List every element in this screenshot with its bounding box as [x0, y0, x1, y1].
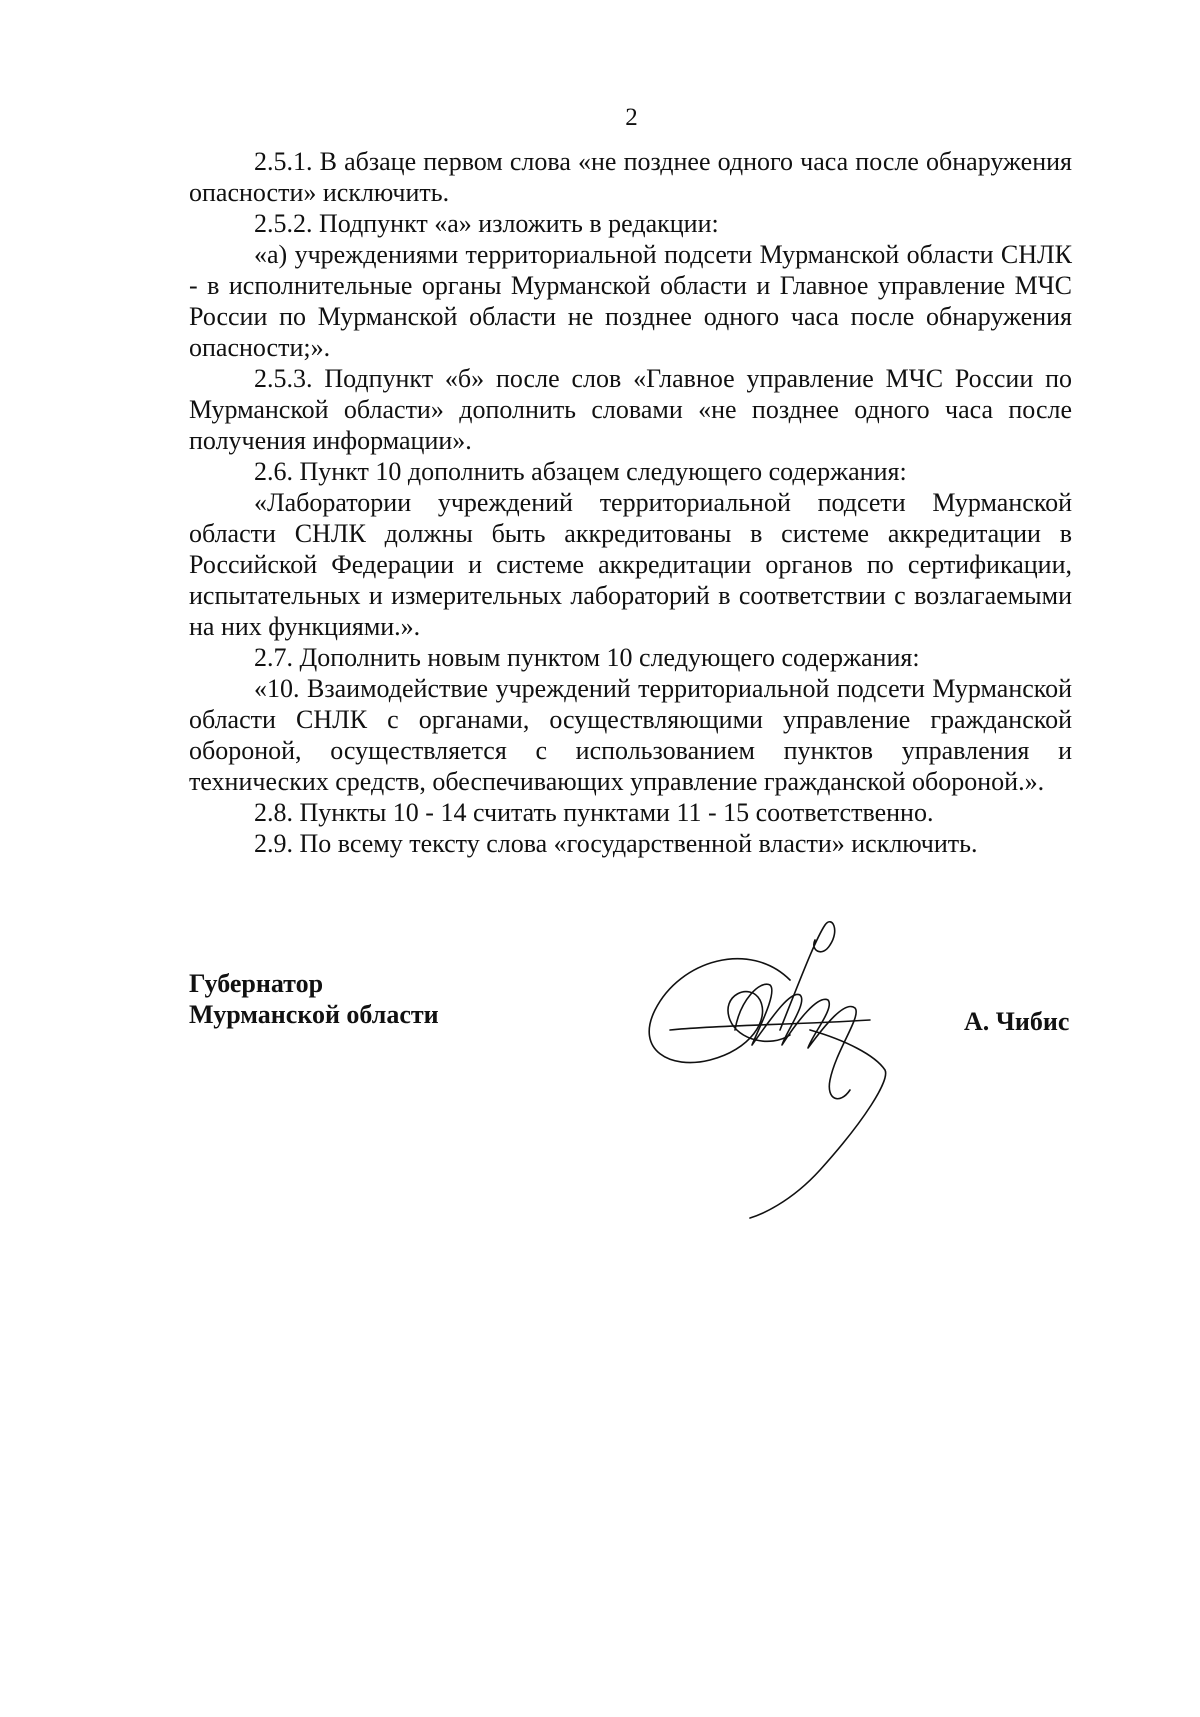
page-number: 2 — [625, 104, 638, 131]
paragraph-2-6-text: «Лаборатории учреждений территориальной подсети Мурманской области СНЛК должны быть аккредитованы в системе аккредитации в Российской Федерации и системе аккредитации органов по сертификации, испытательных и измерительных лабораторий в соответствии с возлагаемыми на них функциями.». — [189, 488, 1072, 641]
handwritten-signature — [640, 920, 930, 1220]
signatory-position — [189, 968, 439, 1030]
paragraph-2-5-3: 2.5.3. Подпункт «б» после слов «Главное управление МЧС России по Мурманской области» дополнить словами «не позднее одного часа после получения информации». — [189, 364, 1072, 455]
document-body — [189, 146, 1072, 859]
signatory-position-line1: Губернатор — [189, 969, 324, 998]
paragraph-2-7: 2.7. Дополнить новым пунктом 10 следующего содержания: — [254, 643, 920, 672]
paragraph-2-5-1: 2.5.1. В абзаце первом слова «не позднее одного часа после обнаружения опасности» исключить. — [189, 147, 1072, 207]
paragraph-2-6: 2.6. Пункт 10 дополнить абзацем следующего содержания: — [254, 457, 907, 486]
paragraph-2-8: 2.8. Пункты 10 - 14 считать пунктами 11 - 15 соответственно. — [254, 798, 934, 827]
paragraph-2-5-2-text: «а) учреждениями территориальной подсети Мурманской области СНЛК - в исполнительные органы Мурманской области и Главное управление МЧС России по Мурманской области не позднее одного часа после обнаружения опасности;». — [189, 240, 1072, 362]
paragraph-2-7-text: «10. Взаимодействие учреждений территориальной подсети Мурманской области СНЛК с органами, осуществляющими управление гражданской обороной, осуществляется с использованием пунктов управления и технических средств, обеспечивающих управление гражданской обороной.». — [189, 674, 1072, 796]
paragraph-2-9: 2.9. По всему тексту слова «государственной власти» исключить. — [254, 829, 978, 858]
signatory-position-line2: Мурманской области — [189, 1000, 439, 1029]
paragraph-2-5-2: 2.5.2. Подпункт «а» изложить в редакции: — [254, 209, 719, 238]
signatory-name: А. Чибис — [964, 1007, 1070, 1036]
